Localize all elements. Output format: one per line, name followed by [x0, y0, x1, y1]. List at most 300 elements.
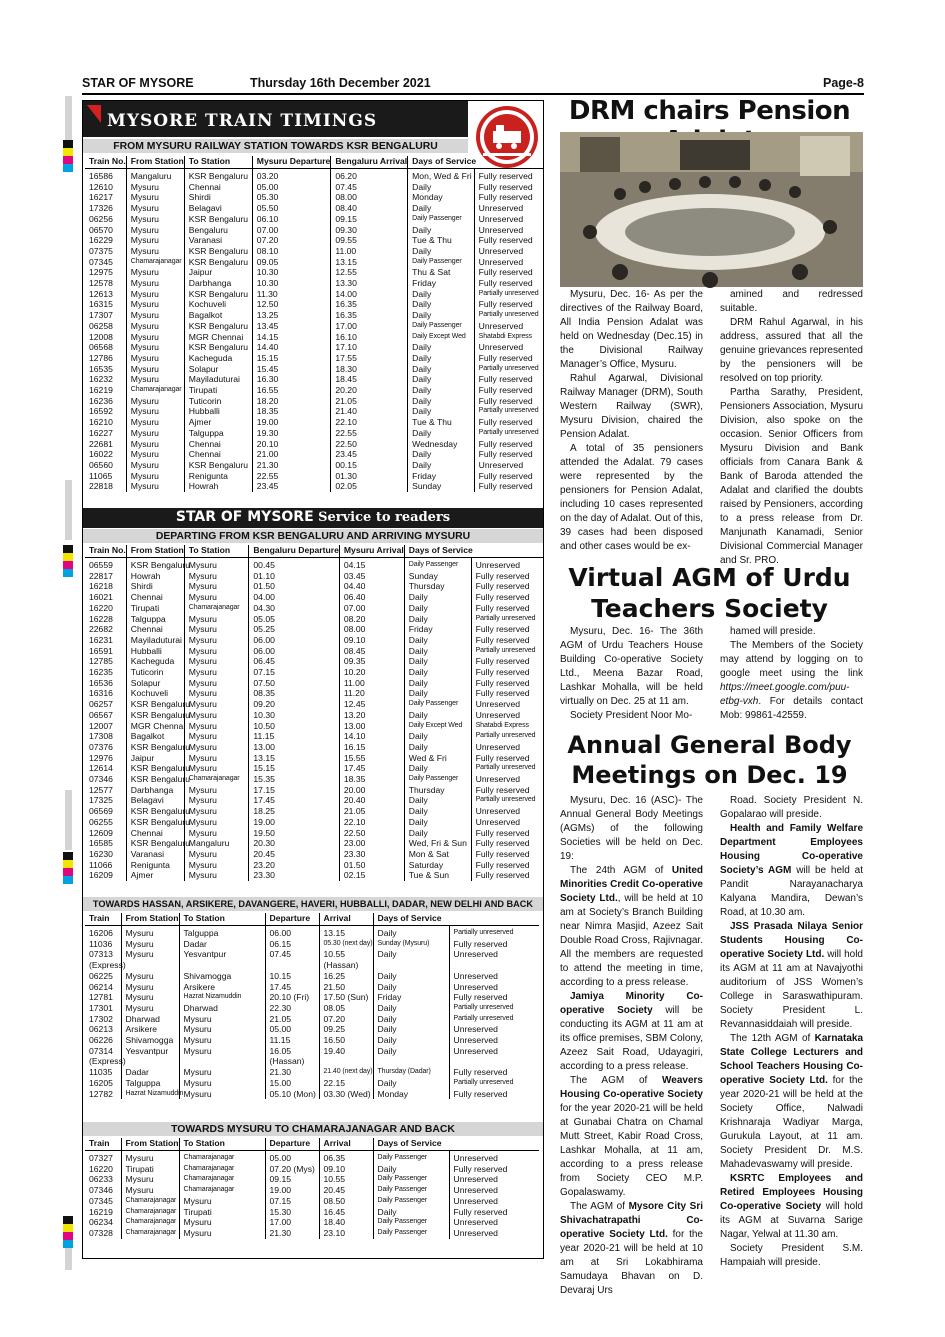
- table-cell: Fully reserved: [474, 267, 543, 278]
- table-cell: Renigunta: [184, 471, 252, 482]
- table-cell: Friday: [408, 278, 475, 289]
- table-cell: Fully reserved: [474, 182, 543, 193]
- table-cell: Mysuru: [179, 1078, 265, 1089]
- table-row: [85, 624, 543, 635]
- table-cell: 06.15: [265, 939, 319, 950]
- table-cell: 23.20: [249, 860, 339, 871]
- table-cell: Monday: [373, 1089, 449, 1100]
- table-cell: Unreserved: [449, 1153, 539, 1164]
- table-cell: KSR Bengaluru: [126, 742, 184, 753]
- table-cell: 06257: [89, 699, 113, 710]
- table-cell: Partially unreserved: [449, 1078, 539, 1089]
- table-row: [85, 992, 539, 1003]
- article-paragraph: hamed will preside.: [730, 626, 816, 637]
- table-cell: 11.15: [249, 731, 339, 742]
- table-cell: Unreserved: [474, 214, 543, 225]
- table-cell: 09.15: [265, 1174, 319, 1185]
- train-timings-panel: [82, 100, 544, 1259]
- article-paragraph: Mysuru, Dec. 16- The 36th AGM of Urdu Teachers House Building Co-operative Society Ltd., Meena Bazar Road, Lashkar Mohalla, will be held virtually on Dec. 25 at 11 am.: [560, 626, 703, 707]
- table-cell: 18.25: [249, 806, 339, 817]
- table-cell: Mysuru: [179, 1035, 265, 1046]
- table-cell: Mysuru: [126, 192, 184, 203]
- table-cell: Varanasi: [184, 235, 252, 246]
- headline-urdu-agm: [553, 562, 866, 624]
- table-cell: KSR Bengaluru: [126, 763, 184, 774]
- society-name: Jamiya Minority Co-operative Society: [560, 991, 703, 1016]
- table-cell: 20.10 (Fri): [265, 992, 319, 1003]
- table-cell: Mysuru: [126, 214, 184, 225]
- table-header-row: [85, 913, 539, 925]
- table-cell: 12609: [89, 827, 113, 838]
- table-cell: 05.00: [265, 1024, 319, 1035]
- meet-link[interactable]: https://meet.google.com/puu-etbg-vxh: [720, 682, 850, 707]
- table-cell: 13.15: [249, 753, 339, 764]
- registration-mark: [63, 1216, 73, 1248]
- table-cell: Talguppa: [179, 928, 265, 939]
- table-cell: Wed & Fri: [404, 753, 471, 764]
- table-cell: Unreserved: [471, 806, 543, 817]
- table-cell: 16.15: [339, 742, 404, 753]
- table-cell: 17.45: [339, 763, 404, 774]
- table-cell: Mysuru: [126, 289, 184, 300]
- table-cell: Talguppa: [121, 1078, 179, 1089]
- table-cell: 14.15: [252, 332, 331, 343]
- table-cell: Daily: [404, 731, 471, 742]
- table-cell: Unreserved: [449, 1217, 539, 1228]
- table-cell: Thursday: [404, 785, 471, 796]
- paragraph-text: The Members of the Society may attend by logging on to google meet using the link: [720, 640, 863, 679]
- table-row: [85, 838, 543, 849]
- headline-line: Virtual AGM of Urdu: [568, 563, 851, 592]
- table-cell: 06.20: [331, 171, 408, 182]
- table-cell: Fully reserved: [471, 753, 543, 764]
- article-paragraph: [560, 864, 703, 990]
- headline-pension-adalat: DRM chairs Pension: [568, 96, 851, 126]
- table-cell: Ajmer: [184, 417, 252, 428]
- registration-mark: [63, 545, 73, 577]
- table-cell: Partially unreserved: [471, 731, 543, 742]
- table-cell: Fully reserved: [474, 171, 543, 182]
- table-cell: Daily: [373, 928, 449, 939]
- registration-mark: [63, 852, 73, 884]
- table-cell: Jaipur: [126, 753, 184, 764]
- table-cell: Mysuru: [126, 406, 184, 417]
- table-cell: 23.00: [339, 838, 404, 849]
- article-paragraph: [560, 990, 703, 1074]
- article-column: [560, 625, 703, 723]
- table-cell: Mysuru: [184, 785, 249, 796]
- table-cell: Chamarajanagar: [179, 1174, 265, 1185]
- table-cell: 05.05: [249, 614, 339, 625]
- table-row: [85, 1207, 539, 1218]
- table-cell: 22817: [89, 570, 113, 581]
- table-cell: 07314: [89, 1045, 113, 1056]
- table-cell: Mayiladuturai: [126, 635, 184, 646]
- table-cell: Howrah: [126, 571, 184, 582]
- table-cell: Partially unreserved: [471, 614, 543, 625]
- table-cell: 12007: [89, 720, 113, 731]
- table-cell: [179, 1056, 265, 1067]
- paragraph-text: will hold its AGM at Suvarna Sarige Nagar, Yelwal at 11.30 am.: [720, 1201, 863, 1240]
- table-cell: Daily: [373, 971, 449, 982]
- table-cell: Tirupati: [121, 1164, 179, 1175]
- table-cell: 05.25: [249, 624, 339, 635]
- table-cell: Yesvantpur: [179, 949, 265, 960]
- table-cell: 08.05: [319, 1003, 373, 1014]
- table-cell: Chamarajanagar: [121, 1196, 179, 1207]
- table-cell: 07328: [89, 1227, 113, 1238]
- table-row: [85, 171, 543, 182]
- table-row: [85, 710, 543, 721]
- table-cell: 22.50: [331, 439, 408, 450]
- column-header: Arrival: [319, 1138, 373, 1150]
- table-cell: Shivamogga: [121, 1035, 179, 1046]
- table-row: [85, 742, 543, 753]
- table-cell: KSR Bengaluru: [126, 838, 184, 849]
- header-rule: [82, 93, 864, 95]
- table-cell: Daily: [404, 592, 471, 603]
- table-cell: 10.15: [265, 971, 319, 982]
- table-cell: 18.45: [331, 374, 408, 385]
- table-cell: 11.20: [339, 688, 404, 699]
- table-row: [85, 960, 539, 971]
- table-row: [85, 688, 543, 699]
- table-cell: Chennai: [126, 592, 184, 603]
- table-cell: Daily: [408, 428, 475, 439]
- article-paragraph: [720, 920, 863, 1032]
- table-cell: 14.10: [339, 731, 404, 742]
- table-cell: 11036: [89, 938, 113, 949]
- table-cell: Unreserved: [449, 1228, 539, 1239]
- table-cell: Mysuru: [126, 267, 184, 278]
- table-cell: 17.50 (Sun): [319, 992, 373, 1003]
- page-header: [82, 74, 864, 94]
- society-name: Karnataka State College Lecturers and School Teachers Housing Co-operative Society Ltd.: [720, 1033, 863, 1086]
- table-cell: Mysuru: [126, 471, 184, 482]
- table-cell: Kochuveli: [126, 688, 184, 699]
- table-cell: Partially unreserved: [474, 310, 543, 321]
- table-cell: Sunday: [408, 481, 475, 492]
- table-cell: Daily: [404, 646, 471, 657]
- table-row: [85, 785, 543, 796]
- table-row: [85, 460, 543, 471]
- table-row: [85, 678, 543, 689]
- table-cell: Daily: [373, 1014, 449, 1025]
- table-row: [85, 1089, 539, 1100]
- table-row: [85, 817, 543, 828]
- table-cell: Daily Passenger: [373, 1228, 449, 1239]
- table-row: [85, 385, 543, 396]
- table-cell: KSR Bengaluru: [126, 774, 184, 785]
- article-paragraph: [720, 639, 863, 723]
- table-cell: 06569: [89, 806, 113, 817]
- table-cell: Daily: [408, 289, 475, 300]
- headline-agm-dec19: [553, 730, 866, 790]
- table-cell: Mysuru: [184, 795, 249, 806]
- table-cell: 06.35: [319, 1153, 373, 1164]
- table-row: [85, 1067, 539, 1078]
- paragraph-text: . For details contact Mob: 99861-42559.: [720, 696, 863, 721]
- table-cell: 17.10: [331, 342, 408, 353]
- table-cell: Dadar: [121, 1067, 179, 1078]
- table-cell: Fully reserved: [474, 481, 543, 492]
- table-cell: 17.00: [265, 1217, 319, 1228]
- column-header: To Station: [179, 913, 265, 925]
- paragraph-text: , will be held at 10 am at Society’s Branch Building near Nimra Masjid, Azeez Sait Double Road Cross, Rajivnagar. All the members are requested to attend the meeting in time, according to a press release.: [560, 893, 703, 988]
- table-cell: 12781: [89, 992, 113, 1003]
- table-row: [85, 753, 543, 764]
- table-cell: 18.20: [252, 396, 331, 407]
- table-cell: Daily: [404, 828, 471, 839]
- table-cell: 17.00: [331, 321, 408, 332]
- table-row: [85, 667, 543, 678]
- table-row: [85, 428, 543, 439]
- table-cell: Fully reserved: [474, 278, 543, 289]
- table-cell: Daily: [404, 678, 471, 689]
- table-cell: 07.20 (Mys): [265, 1164, 319, 1175]
- society-name: JSS Prasada Nilaya Senior Students Housing Co-operative Society Ltd.: [720, 921, 863, 960]
- table-cell: Partially unreserved: [449, 1003, 539, 1014]
- timetable-hassan-route: [85, 913, 539, 1099]
- table-cell: Fully reserved: [474, 235, 543, 246]
- table-cell: 07.00: [339, 603, 404, 614]
- table-cell: 19.40: [319, 1046, 373, 1057]
- table-cell: 20.10: [252, 439, 331, 450]
- table-cell: 02.15: [339, 870, 404, 881]
- table-row: [85, 731, 543, 742]
- table-cell: Darbhanga: [126, 785, 184, 796]
- table-cell: 18.35: [252, 406, 331, 417]
- table-cell: 04.30: [249, 603, 339, 614]
- table-cell: Unreserved: [474, 203, 543, 214]
- paragraph-text: The 24th AGM of: [570, 865, 672, 876]
- table-cell: 06559: [89, 560, 113, 570]
- newspaper-name: STAR OF MYSORE: [82, 76, 194, 90]
- table-cell: Daily: [373, 1164, 449, 1175]
- society-name: Weavers Housing Co-operative Society: [560, 1075, 703, 1100]
- table-cell: 06214: [89, 981, 113, 992]
- table-cell: Mysuru: [179, 1228, 265, 1239]
- table-cell: 07345: [89, 256, 113, 267]
- table-cell: Daily Passenger: [373, 1174, 449, 1185]
- table-cell: Dharwad: [179, 1003, 265, 1014]
- table-cell: 16229: [89, 235, 113, 246]
- table-row: [85, 267, 543, 278]
- table-cell: Daily: [408, 364, 475, 375]
- table-cell: Daily: [408, 342, 475, 353]
- timetable-to-bengaluru: [85, 156, 543, 492]
- table-cell: Daily Passenger: [408, 214, 475, 225]
- table-cell: KSR Bengaluru: [184, 321, 252, 332]
- table-cell: Fully reserved: [449, 1089, 539, 1100]
- article-column: [720, 794, 863, 1270]
- table-cell: Mysuru: [184, 817, 249, 828]
- table-cell: Daily: [408, 299, 475, 310]
- table-header-row: [85, 156, 543, 168]
- table-cell: 06.40: [339, 592, 404, 603]
- table-cell: Daily: [373, 982, 449, 993]
- headline-line: Annual General Body: [567, 731, 852, 759]
- table-cell: Hubballi: [184, 406, 252, 417]
- table-cell: Mysuru: [121, 971, 179, 982]
- table-cell: Dharwad: [121, 1014, 179, 1025]
- table-row: [85, 1153, 539, 1164]
- table-cell: 11.00: [331, 246, 408, 257]
- table-cell: Mysuru: [126, 417, 184, 428]
- table-cell: 03.20: [252, 171, 331, 182]
- table-cell: 15.00: [265, 1078, 319, 1089]
- table-row: [85, 353, 543, 364]
- table-cell: Sunday: [404, 571, 471, 582]
- table-row: [85, 928, 539, 939]
- table-row: [85, 1164, 539, 1175]
- table-cell: 06.00: [249, 635, 339, 646]
- table-cell: Mysuru: [126, 332, 184, 343]
- table-cell: 17307: [89, 310, 113, 321]
- table-cell: Mysuru: [184, 688, 249, 699]
- table-cell: [449, 960, 539, 971]
- table-cell: 09.30: [331, 225, 408, 236]
- table-cell: 07327: [89, 1153, 113, 1163]
- table-cell: Mysuru: [121, 928, 179, 939]
- table-cell: 11065: [89, 470, 113, 481]
- table-cell: 12.50: [252, 299, 331, 310]
- table-row: [85, 235, 543, 246]
- table-cell: 09.10: [339, 635, 404, 646]
- paragraph-text: for the year 2020-21 will be held at the Society Office, Nalwadi Krishnaraja Wadiyar Marga, Gurukula Layout, at 11 am. Society President Dr. M.S. Mahadevaswamy will preside.: [720, 1075, 863, 1170]
- table-row: [85, 806, 543, 817]
- table-cell: 16021: [89, 592, 113, 603]
- table-cell: 04.40: [339, 581, 404, 592]
- table-cell: 06.00: [249, 646, 339, 657]
- meeting-photo: [560, 132, 863, 287]
- table-cell: 21.30: [252, 460, 331, 471]
- table-row: [85, 192, 543, 203]
- column-header: Days of Service: [408, 156, 543, 168]
- table-cell: Chamarajanagar: [121, 1207, 179, 1218]
- table-cell: Chennai: [126, 828, 184, 839]
- table-cell: 16592: [89, 406, 113, 417]
- table-cell: KSR Bengaluru: [184, 460, 252, 471]
- paragraph-text: for the year 2020-21 will be held at 10 am at Sri Lokabhirama Samudaya Bhavan on D. Devaraj Urs: [560, 1229, 703, 1296]
- table-cell: 22.30: [265, 1003, 319, 1014]
- table-cell: Mysuru: [184, 635, 249, 646]
- table-cell: Mysuru: [126, 246, 184, 257]
- table-cell: Mysuru: [184, 656, 249, 667]
- table-cell: Fully reserved: [449, 992, 539, 1003]
- table-cell: Mysuru: [184, 646, 249, 657]
- table-cell: Daily: [404, 806, 471, 817]
- table-cell: Friday: [373, 992, 449, 1003]
- table-cell: 05.30 (next day): [319, 939, 373, 950]
- table-cell: Mysuru: [179, 1046, 265, 1057]
- issue-date: Thursday 16th December 2021: [250, 76, 431, 90]
- table-cell: Chennai: [126, 624, 184, 635]
- table-cell: Mysuru: [121, 1174, 179, 1185]
- table-cell: Daily: [408, 246, 475, 257]
- table-cell: 09.35: [339, 656, 404, 667]
- table-cell: 04.00: [249, 592, 339, 603]
- table-cell: 12976: [89, 752, 113, 763]
- table-cell: 14.40: [252, 342, 331, 353]
- table-cell: Mysuru: [126, 310, 184, 321]
- table-cell: 07376: [89, 741, 113, 752]
- table-cell: 07313: [89, 949, 113, 960]
- table-cell: Mysuru: [184, 860, 249, 871]
- table-cell: Daily: [373, 1024, 449, 1035]
- table-cell: 11.15: [265, 1035, 319, 1046]
- table-cell: Shatabdi Express: [471, 721, 543, 732]
- table-cell: (Express): [89, 1056, 126, 1067]
- table-row: [85, 939, 539, 950]
- table-cell: Thu & Sat: [408, 267, 475, 278]
- column-header: Bengaluru Departure: [249, 545, 339, 557]
- table-cell: 21.30: [265, 1067, 319, 1078]
- table-cell: Bengaluru: [184, 225, 252, 236]
- table-cell: Chamarajanagar: [179, 1153, 265, 1164]
- table-cell: 11.00: [339, 678, 404, 689]
- table-row: [85, 481, 543, 492]
- table-cell: KSR Bengaluru: [184, 171, 252, 182]
- table-cell: Fully reserved: [449, 1067, 539, 1078]
- table-cell: Mysuru: [184, 828, 249, 839]
- table-cell: Fully reserved: [474, 449, 543, 460]
- table-cell: Shatabdi Express: [474, 332, 543, 343]
- table-cell: 21.30: [265, 1228, 319, 1239]
- table-cell: Daily Passenger: [408, 321, 475, 332]
- table-cell: 10.55: [319, 949, 373, 960]
- table-row: [85, 1046, 539, 1057]
- table-cell: 16235: [89, 667, 113, 678]
- table-cell: 15.55: [339, 753, 404, 764]
- table-cell: 23.10: [319, 1228, 373, 1239]
- table-cell: 06.45: [249, 656, 339, 667]
- paragraph-text: Mysuru, Dec. 16 (ASC)- The Annual General Body Meetings (AGMs) of the following Societies will be held on Dec. 19:: [560, 795, 703, 862]
- article-paragraph: Partha Sarathy, President, Pensioners Association, Mysuru Division, also spoke on the occasion. Senior Officers from Mysuru Division and Bank officials from Canara Bank & Bank of Baroda attended the Adalat and clarified the doubts raised by Pensioners, according to a press release from Dr. Manjunath Kanamadi, Senior Divisional Commercial Manager and Sr. PRO.: [720, 387, 863, 566]
- column-header: Days of Service: [373, 913, 539, 925]
- table-cell: Howrah: [184, 481, 252, 492]
- table-cell: 17326: [89, 203, 113, 214]
- table-row: [85, 1035, 539, 1046]
- table-cell: Mysuru: [184, 806, 249, 817]
- table-cell: Daily: [408, 310, 475, 321]
- table-cell: 10.30: [249, 710, 339, 721]
- table-cell: Daily: [404, 795, 471, 806]
- table-cell: 16.30: [252, 374, 331, 385]
- table-cell: 08.50: [319, 1196, 373, 1207]
- table-cell: 23.30: [339, 849, 404, 860]
- table-cell: Belagavi: [126, 795, 184, 806]
- table-cell: Daily: [404, 742, 471, 753]
- table-row: [85, 1078, 539, 1089]
- table-cell: Partially unreserved: [474, 289, 543, 300]
- table-cell: Fully reserved: [449, 1207, 539, 1218]
- table-cell: Solapur: [184, 364, 252, 375]
- table-row: [85, 774, 543, 785]
- column-header: Departure: [265, 913, 319, 925]
- table-cell: Chennai: [184, 439, 252, 450]
- table-cell: Mysuru: [126, 353, 184, 364]
- table-header-row: [85, 1138, 539, 1150]
- table-row: [85, 949, 539, 960]
- table-cell: Unreserved: [471, 774, 543, 785]
- table-cell: Mysuru: [121, 1153, 179, 1164]
- table-cell: Mysuru: [121, 1185, 179, 1196]
- table-cell: 16230: [89, 848, 113, 859]
- table-cell: Unreserved: [474, 342, 543, 353]
- table-cell: Bagalkot: [126, 731, 184, 742]
- table-cell: Fully reserved: [471, 828, 543, 839]
